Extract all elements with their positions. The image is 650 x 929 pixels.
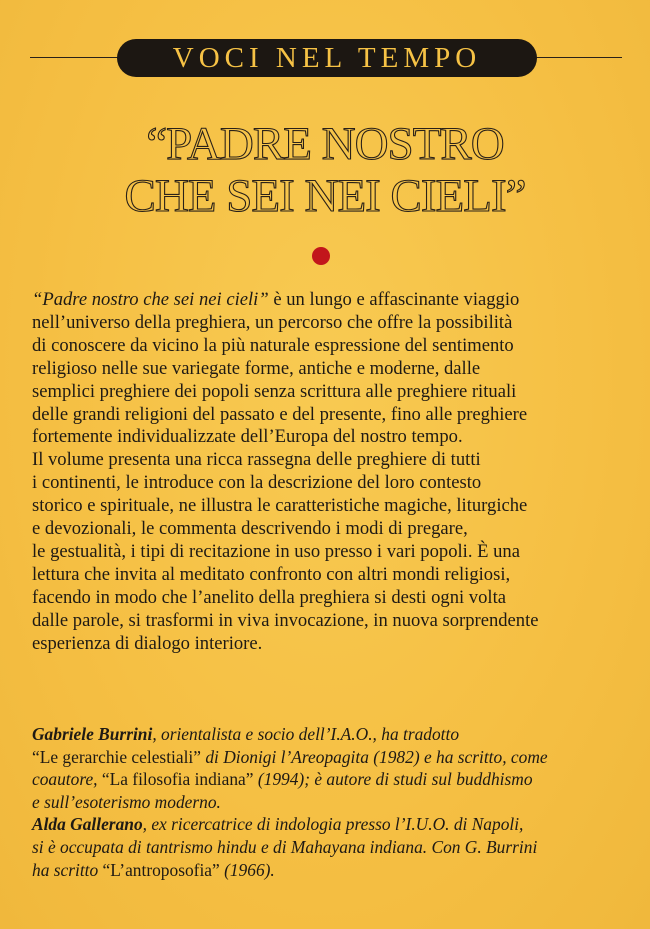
description-line: “Padre nostro che sei nei cieli” è un lungo e affascinante viaggio [32, 289, 520, 310]
description-line: delle grandi religioni del passato e del presente, fino alle preghiere [32, 403, 528, 425]
author-bios [32, 723, 632, 881]
author-bio-line: “Le gerarchie celestiali” di Dionigi l’Areopagita (1982) e ha scritto, come [32, 746, 548, 767]
author-bio-line: ha scritto “L’antroposofia” (1966). [32, 859, 275, 880]
book-title-line-2: CHE SEI NEI CIELI” [124, 170, 526, 222]
description-line: di conoscere da vicino la più naturale espressione del sentimento [32, 334, 514, 356]
series-rule-left [30, 57, 122, 58]
description-line: lettura che invita al meditato confronto con altri mondi religiosi, [32, 563, 511, 585]
author-bio-line: Alda Gallerano, ex ricercatrice di indologia presso l’I.U.O. di Napoli, [32, 814, 524, 835]
book-title [0, 118, 650, 222]
description-line: Il volume presenta una ricca rassegna delle preghiere di tutti [32, 449, 481, 471]
book-title-line-1: “PADRE NOSTRO [146, 118, 504, 170]
author-name: Gabriele Burrini [32, 724, 153, 744]
red-dot-ornament [312, 247, 330, 265]
series-name-badge: VOCI NEL TEMPO [117, 39, 537, 77]
description-line: religioso nelle sue variegate forme, antiche e moderne, dalle [32, 357, 481, 379]
description-line: e devozionali, le commenta descrivendo i modi di pregare, [32, 518, 468, 540]
description-line: nell’universo della preghiera, un percorso che offre la possibilità [32, 311, 513, 333]
description-line: i continenti, le introduce con la descrizione del loro contesto [32, 472, 482, 494]
author-name: Alda Gallerano [32, 814, 143, 835]
description-italic-title: “Padre nostro che sei nei cieli” [32, 289, 269, 310]
series-rule-right [532, 57, 622, 58]
description-line: esperienza di dialogo interiore. [32, 632, 263, 654]
author-bio-line: si è occupata di tantrismo hindu e di Mahayana indiana. Con G. Burrini [32, 836, 538, 857]
description-line: facendo in modo che l’anelito della preghiera si desti ogni volta [32, 586, 506, 608]
description-line: semplici preghiere dei popoli senza scrittura alle preghiere rituali [32, 380, 517, 402]
author-bio-line: coautore, “La filosofia indiana” (1994); è autore di studi sul buddhismo [32, 769, 533, 790]
description-text [32, 289, 632, 656]
author-bio-line: Gabriele Burrini, orientalista e socio dell’I.A.O., ha tradotto [32, 724, 460, 744]
description-line: le gestualità, i tipi di recitazione in uso presso i vari popoli. È una [32, 540, 520, 562]
description-line: storico e spirituale, ne illustra le caratteristiche magiche, liturgiche [32, 495, 528, 517]
description-line: dalle parole, si trasformi in viva invocazione, in nuova sorprendente [32, 609, 539, 631]
author-bio-line: e sull’esoterismo moderno. [32, 791, 221, 812]
description-line: fortemente individualizzate dell’Europa del nostro tempo. [32, 426, 463, 448]
